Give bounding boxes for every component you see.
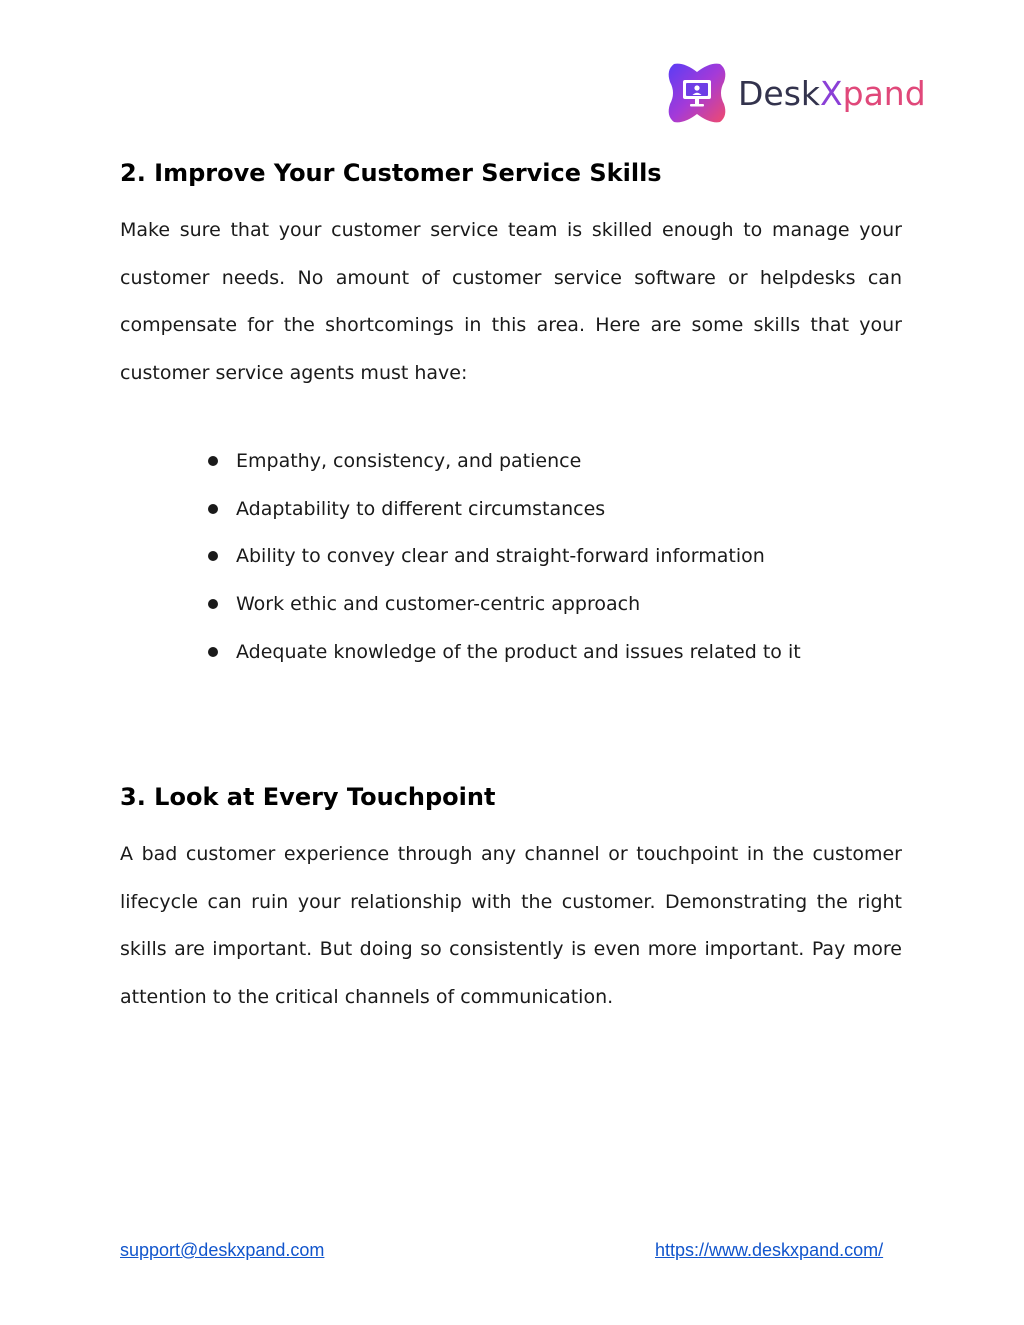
- list-item: [205, 628, 801, 676]
- bullet-icon: [208, 551, 218, 561]
- footer-email-link[interactable]: support@deskxpand.com: [120, 1240, 325, 1260]
- brand-wordmark-pand: pand: [842, 73, 926, 113]
- list-item-text: Empathy, consistency, and patience: [236, 449, 582, 472]
- list-item: [205, 580, 801, 628]
- list-item-text: Adequate knowledge of the product and issues related to it: [236, 640, 801, 663]
- bullet-icon: [208, 504, 218, 514]
- list-item: [205, 485, 801, 533]
- brand-wordmark: [738, 73, 926, 113]
- skills-bullet-list: [205, 437, 801, 675]
- bullet-icon: [208, 647, 218, 657]
- footer-website-link[interactable]: https://www.deskxpand.com/: [655, 1240, 884, 1260]
- brand-wordmark-x: X: [820, 73, 843, 113]
- list-item: [205, 532, 801, 580]
- brand-logo: [664, 60, 926, 126]
- section-heading-touchpoint: 3. Look at Every Touchpoint: [120, 783, 496, 811]
- list-item-text: Work ethic and customer-centric approach: [236, 592, 641, 615]
- list-item-text: Ability to convey clear and straight-forward information: [236, 545, 765, 568]
- deskxpand-monitor-logo-icon: [664, 60, 730, 126]
- section-paragraph-touchpoint: A bad customer experience through any channel or touchpoint in the customer lifecycle can ruin your relationship with the customer. Demonstrating the right skills are important. But doing so consistently is even more important. Pay more attention to the critical channels of communication.: [120, 843, 902, 1009]
- section-paragraph-skills: Make sure that your customer service team is skilled enough to manage your customer needs. No amount of customer service software or helpdesks can compensate for the shortcomings in this area. Here are some skills that your customer service agents must have:: [120, 219, 902, 385]
- list-item: [205, 437, 801, 485]
- brand-wordmark-desk: Desk: [738, 73, 821, 113]
- section-heading-skills: 2. Improve Your Customer Service Skills: [120, 159, 662, 187]
- list-item-text: Adaptability to different circumstances: [236, 497, 606, 520]
- bullet-icon: [208, 599, 218, 609]
- bullet-icon: [208, 456, 218, 466]
